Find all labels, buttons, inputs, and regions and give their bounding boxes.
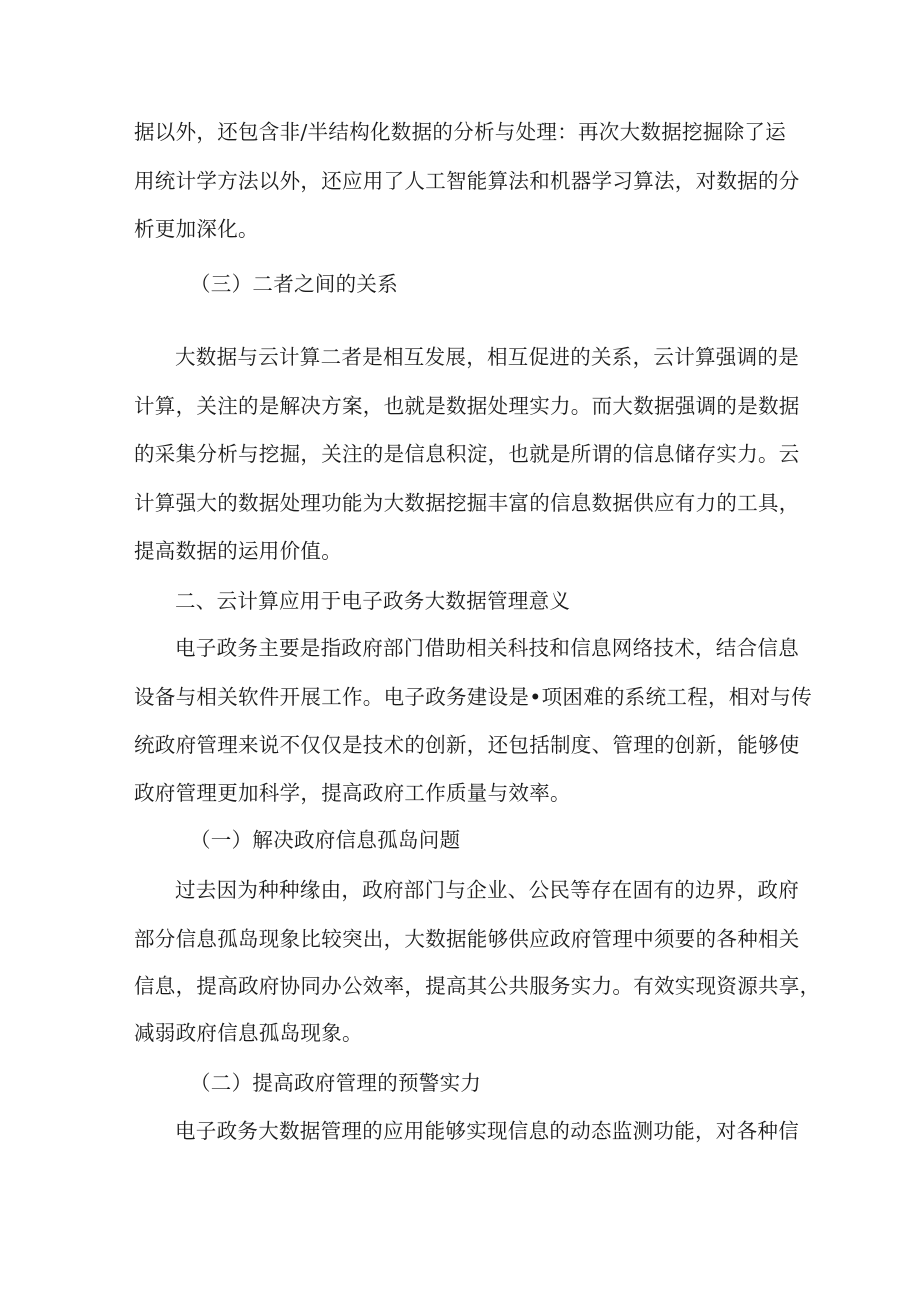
paragraph-line: 过去因为种种缘由，政府部门与企业、公民等存在固有的边界，政府 [175, 878, 799, 902]
paragraph-line: 政府管理更加科学，提高政府工作质量与效率。 [134, 781, 571, 805]
paragraph-line: 电子政务主要是指政府部门借助相关科技和信息网络技术，结合信息 [175, 636, 799, 660]
paragraph-line: 设备与相关软件开展工作。电子政务建设是•项困难的系统工程，相对与传 [134, 685, 812, 709]
paragraph-line: 析更加深化。 [134, 217, 259, 241]
paragraph-line: 据以外，还包含非/半结构化数据的分析与处理：再次大数据挖掘除了运 [134, 120, 787, 144]
section-heading: （二）提高政府管理的预警实力 [190, 1071, 482, 1095]
paragraph-line: 计算强大的数据处理功能为大数据挖掘丰富的信息数据供应有力的工具， [134, 491, 800, 515]
paragraph-line: 减弱政府信息孤岛现象。 [134, 1021, 363, 1045]
paragraph-line: 部分信息孤岛现象比较突出，大数据能够供应政府管理中须要的各种相关 [134, 927, 800, 951]
paragraph-line: 电子政务大数据管理的应用能够实现信息的动态监测功能，对各种信 [175, 1119, 799, 1143]
paragraph-line: 统政府管理来说不仅仅是技术的创新，还包括制度、管理的创新，能够使 [134, 733, 800, 757]
paragraph-line: 提高数据的运用价值。 [134, 539, 342, 563]
paragraph-line: 大数据与云计算二者是相互发展，相互促进的关系，云计算强调的是 [175, 345, 799, 369]
paragraph-line: 计算，关注的是解决方案，也就是数据处理实力。而大数据强调的是数据 [134, 394, 800, 418]
paragraph-line: 信息，提高政府协同办公效率，提高其公共服务实力。有效实现资源共享， [134, 974, 821, 998]
chapter-heading: 二、云计算应用于电子政务大数据管理意义 [175, 589, 571, 613]
paragraph-line: 的采集分析与挖掘，关注的是信息积淀，也就是所谓的信息储存实力。云 [134, 442, 800, 466]
paragraph-line: 用统计学方法以外，还应用了人工智能算法和机器学习算法，对数据的分 [134, 169, 800, 193]
section-heading: （三）二者之间的关系 [190, 272, 398, 296]
section-heading: （一）解决政府信息孤岛问题 [190, 828, 461, 852]
